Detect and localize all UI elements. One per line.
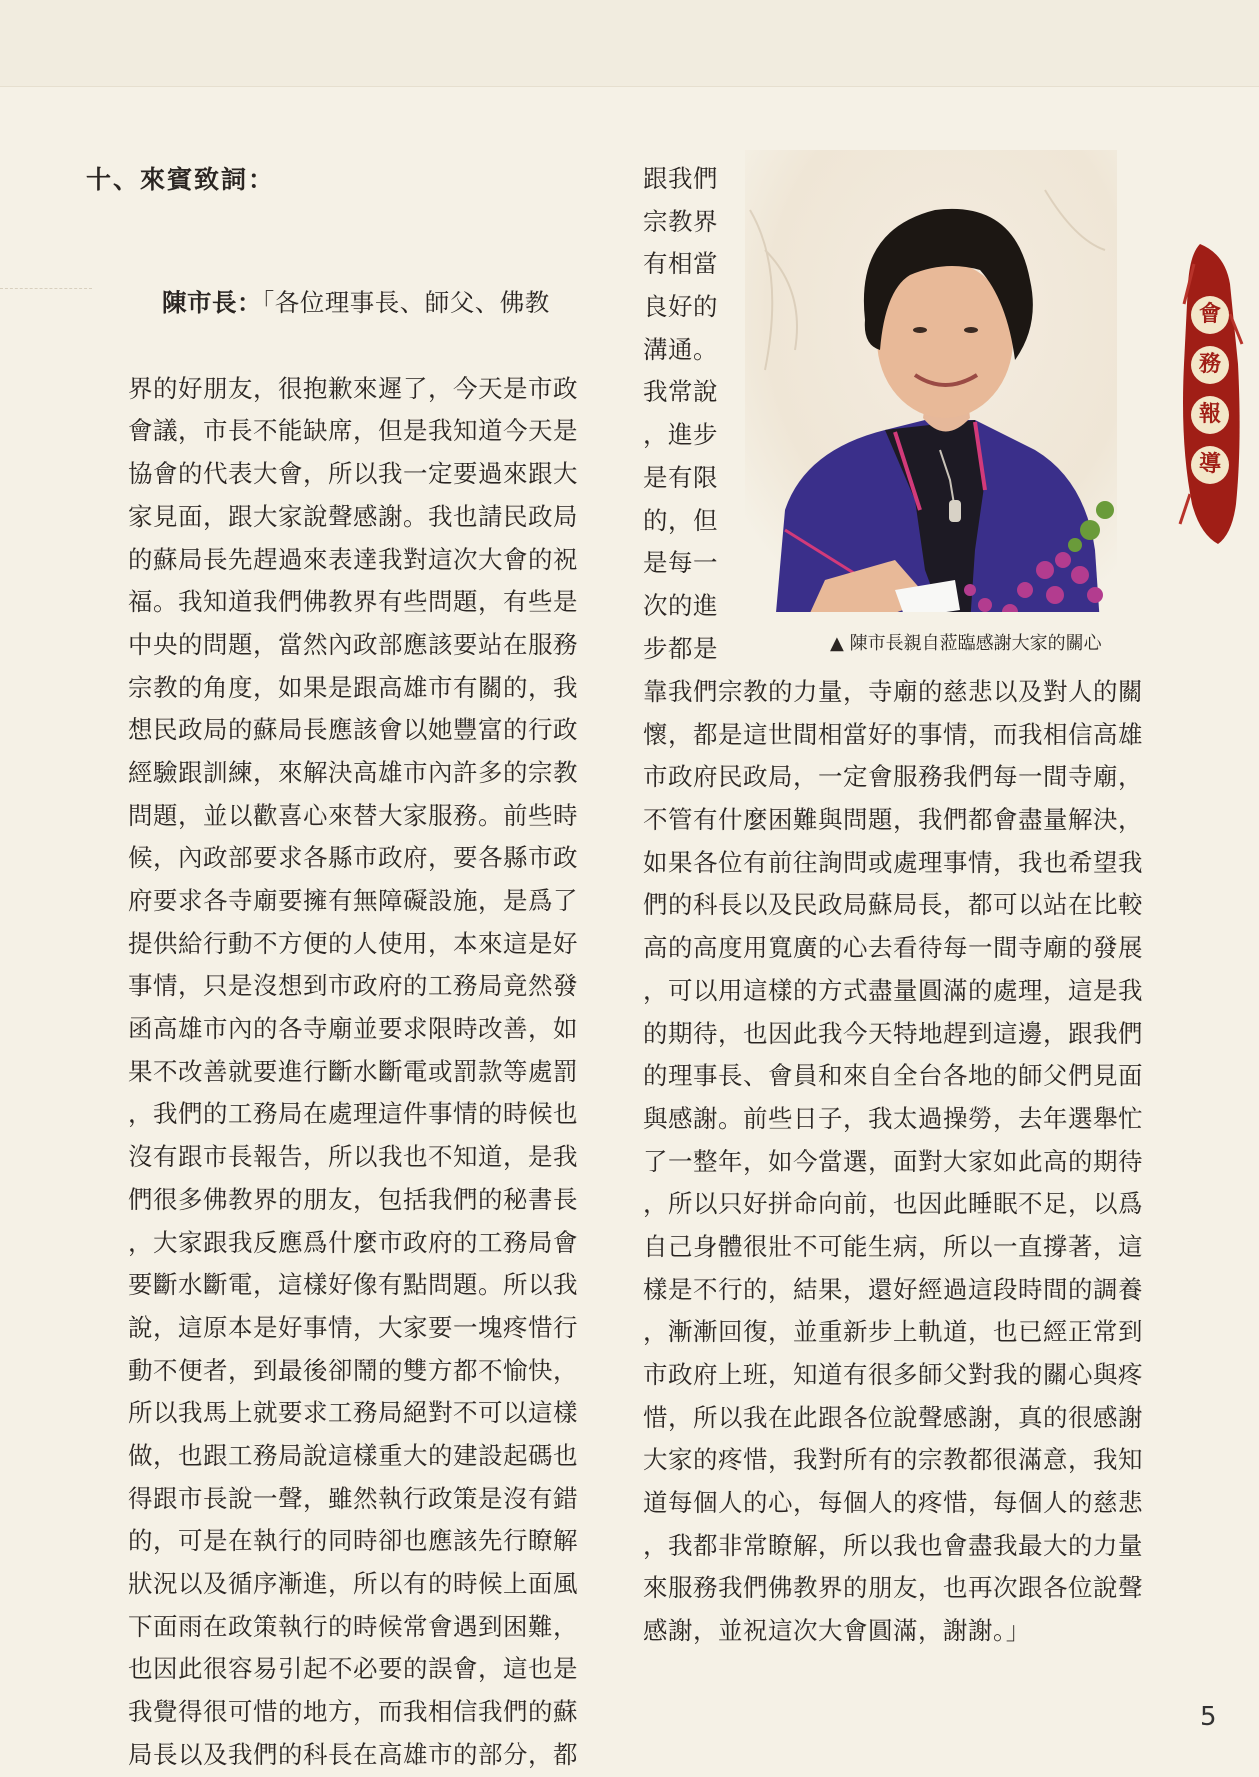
text-line: 如果各位有前往詢問或處理事情，我也希望我 (643, 847, 1143, 877)
text-line: 動不便者，到最後卻鬧的雙方都不愉快， (128, 1355, 578, 1385)
text-line: 的理事長、會員和來自全台各地的師父們見面 (643, 1061, 1143, 1091)
text-line: ，我都非常瞭解，所以我也會盡我最大的力量 (643, 1530, 1143, 1560)
text-line: 狀況以及循序漸進，所以有的時候上面風 (128, 1569, 578, 1599)
text-line: 自己身體很壯不可能生病，所以一直撐著，這 (643, 1231, 1143, 1261)
text-line: 有相當 (643, 249, 718, 279)
text-line: 的，但 (643, 505, 718, 535)
text-line: 大家的疼惜，我對所有的宗教都很滿意，我知 (643, 1445, 1143, 1475)
text-line: 協會的代表大會，所以我一定要過來跟大 (128, 459, 578, 489)
text-line: 宗教的角度，如果是跟高雄市有關的，我 (128, 672, 578, 702)
text-line: 中央的問題，當然內政部應該要站在服務 (128, 629, 578, 659)
text-line: 局長以及我們的科長在高雄市的部分，都 (128, 1739, 578, 1769)
section-heading: 十、來賓致詞： (86, 165, 276, 194)
text-line: 府要求各寺廟要擁有無障礙設施，是爲了 (128, 886, 578, 916)
text-line: 來服務我們佛教界的朋友，也再次跟各位說聲 (643, 1573, 1143, 1603)
text-line: ，可以用這樣的方式盡量圓滿的處理，這是我 (643, 975, 1143, 1005)
text-line: 們很多佛教界的朋友，包括我們的秘書長 (128, 1184, 578, 1214)
text-line: 候，內政部要求各縣市政府，要各縣市政 (128, 843, 578, 873)
text-line: 福。我知道我們佛教界有些問題，有些是 (128, 587, 578, 617)
margin-rule (0, 288, 92, 289)
text-line: 高的高度用寬廣的心去看待每一間寺廟的發展 (643, 933, 1143, 963)
text-line: 市政府民政局，一定會服務我們每一間寺廟， (643, 762, 1143, 792)
section-tag-char: 務 (1191, 346, 1229, 384)
section-tag-char: 會 (1191, 296, 1229, 334)
text-line: 做，也跟工務局說這樣重大的建設起碼也 (128, 1440, 578, 1470)
text-line: 良好的 (643, 292, 718, 322)
text-line: ，漸漸回復，並重新步上軌道，也已經正常到 (643, 1317, 1143, 1347)
text-line: 是每一 (643, 548, 718, 578)
text-line: 所以我馬上就要求工務局絕對不可以這樣 (128, 1398, 578, 1428)
text-line: 會議，市長不能缺席，但是我知道今天是 (128, 416, 578, 446)
section-tag (1170, 244, 1250, 544)
text-line: 也因此很容易引起不必要的誤會，這也是 (128, 1654, 578, 1684)
text-line: 的，可是在執行的同時卻也應該先行瞭解 (128, 1526, 578, 1556)
text-line: 懷，都是這世間相當好的事情，而我相信高雄 (643, 719, 1143, 749)
first-line-text: 「各位理事長、師父、佛教 (262, 288, 550, 318)
text-line: 跟我們 (643, 164, 718, 193)
text-line: 事情，只是沒想到市政府的工務局竟然發 (128, 971, 578, 1001)
text-line: 道每個人的心，每個人的疼惜，每個人的慈悲 (643, 1488, 1143, 1518)
text-line: 想民政局的蘇局長應該會以她豐富的行政 (128, 715, 578, 745)
text-line: 的蘇局長先趕過來表達我對這次大會的祝 (128, 544, 578, 574)
page-number: 5 (1200, 1702, 1217, 1732)
left-column (128, 197, 578, 1776)
text-line: 家見面，跟大家說聲感謝。我也請民政局 (128, 501, 578, 531)
text-line: 函高雄市內的各寺廟並要求限時改善，如 (128, 1014, 578, 1044)
text-line: 我覺得很可惜的地方，而我相信我們的蘇 (128, 1697, 578, 1727)
top-band (0, 0, 1259, 87)
first-line (128, 282, 578, 325)
text-line: 經驗跟訓練，來解決高雄市內許多的宗教 (128, 757, 578, 787)
text-line: 提供給行動不方便的人使用，本來這是好 (128, 928, 578, 958)
text-line: 樣是不行的，結果，還好經過這段時間的調養 (643, 1274, 1143, 1304)
text-line: 的期待，也因此我今天特地趕到這邊，跟我們 (643, 1018, 1143, 1048)
text-line: ，大家跟我反應爲什麼市政府的工務局會 (128, 1227, 578, 1257)
text-line: 次的進 (643, 590, 718, 620)
text-line: 問題，並以歡喜心來替大家服務。前些時 (128, 800, 578, 830)
section-tag-text (1188, 296, 1232, 496)
text-line: 們的科長以及民政局蘇局長，都可以站在比較 (643, 890, 1143, 920)
mayor-photo (745, 150, 1117, 624)
text-line: 要斷水斷電，這樣好像有點問題。所以我 (128, 1270, 578, 1300)
text-line: 是有限 (643, 462, 718, 492)
text-line: 惜，所以我在此跟各位說聲感謝，真的很感謝 (643, 1402, 1143, 1432)
text-line: 我常說 (643, 377, 718, 407)
text-line: ，所以只好拼命向前，也因此睡眠不足，以爲 (643, 1189, 1143, 1219)
text-line: ，我們的工務局在處理這件事情的時候也 (128, 1099, 578, 1129)
text-line: 果不改善就要進行斷水斷電或罰款等處罰 (128, 1056, 578, 1086)
text-line: 步都是 (643, 633, 718, 663)
text-line: 沒有跟市長報告，所以我也不知道，是我 (128, 1142, 578, 1172)
text-line: 下面雨在政策執行的時候常會遇到困難， (128, 1611, 578, 1641)
text-line: 得跟市長說一聲，雖然執行政策是沒有錯 (128, 1483, 578, 1513)
text-line: ，進步 (643, 420, 718, 450)
text-line: 說，這原本是好事情，大家要一塊疼惜行 (128, 1312, 578, 1342)
text-line: 宗教界 (643, 206, 718, 236)
text-line: 界的好朋友，很抱歉來遲了，今天是市政 (128, 373, 578, 403)
text-line: 與感謝。前些日子，我太過操勞，去年選舉忙 (643, 1103, 1143, 1133)
right-column (643, 671, 1143, 1653)
section-tag-char: 導 (1191, 446, 1229, 484)
text-line: 不管有什麼困難與問題，我們都會盡量解決， (643, 805, 1143, 835)
text-line: 了一整年，如今當選，面對大家如此高的期待 (643, 1146, 1143, 1176)
speaker-label: 陳市長： (162, 288, 262, 318)
narrow-column (643, 158, 718, 670)
photo-caption: ▲ 陳市長親自蒞臨感謝大家的關心 (830, 633, 1102, 654)
text-line: 市政府上班，知道有很多師父對我的關心與疼 (643, 1360, 1143, 1389)
text-line: 感謝，並祝這次大會圓滿，謝謝。」 (643, 1616, 1031, 1646)
text-line: 溝通。 (643, 334, 718, 364)
section-tag-char: 報 (1191, 396, 1229, 434)
text-line: 靠我們宗教的力量，寺廟的慈悲以及對人的關 (643, 677, 1143, 706)
